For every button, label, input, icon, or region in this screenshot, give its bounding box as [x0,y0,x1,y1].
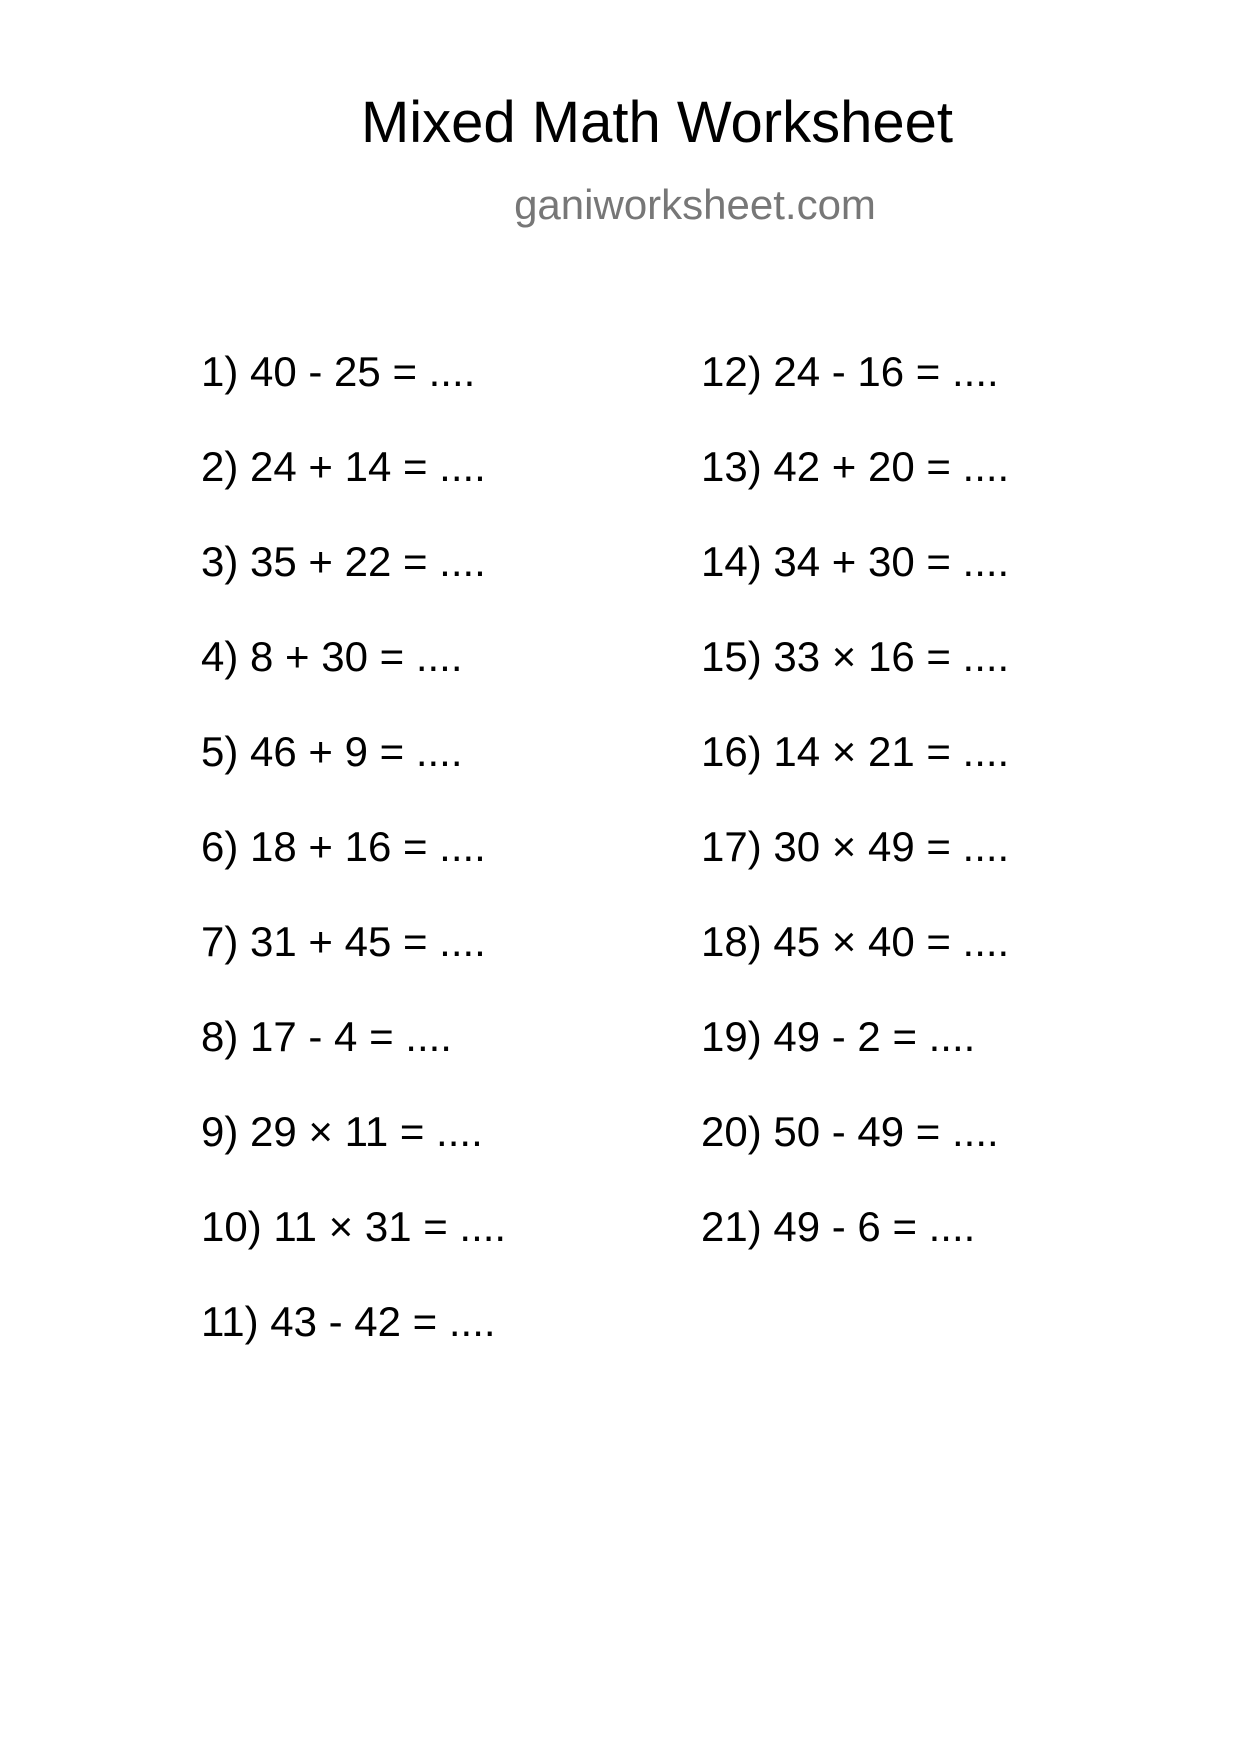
math-problem: 19) 49 - 2 = .... [701,1013,976,1060]
math-problem: 2) 24 + 14 = .... [201,443,486,490]
math-problem: 21) 49 - 6 = .... [701,1203,976,1250]
math-problem: 13) 42 + 20 = .... [701,443,1010,490]
math-problem: 4) 8 + 30 = .... [201,633,463,680]
math-problem: 8) 17 - 4 = .... [201,1013,452,1060]
problems-column-right [701,348,1010,1301]
page-title: Mixed Math Worksheet [360,90,954,155]
math-problem: 7) 31 + 45 = .... [201,918,486,965]
math-problem: 9) 29 × 11 = .... [201,1108,483,1155]
math-problem: 1) 40 - 25 = .... [201,348,476,395]
math-problem: 17) 30 × 49 = .... [701,823,1010,870]
source-watermark: ganiworksheet.com [514,181,876,228]
math-problem: 5) 46 + 9 = .... [201,728,463,775]
math-problem: 6) 18 + 16 = .... [201,823,486,870]
math-problem: 18) 45 × 40 = .... [701,918,1010,965]
math-problem: 3) 35 + 22 = .... [201,538,486,585]
math-problem: 20) 50 - 49 = .... [701,1108,999,1155]
math-problem: 15) 33 × 16 = .... [701,633,1010,680]
problems-column-left [201,348,507,1396]
math-problem: 16) 14 × 21 = .... [701,728,1010,775]
math-problem: 14) 34 + 30 = .... [701,538,1010,585]
math-problem: 12) 24 - 16 = .... [701,348,999,395]
math-problem: 11) 43 - 42 = .... [201,1298,496,1345]
math-problem: 10) 11 × 31 = .... [201,1203,507,1250]
